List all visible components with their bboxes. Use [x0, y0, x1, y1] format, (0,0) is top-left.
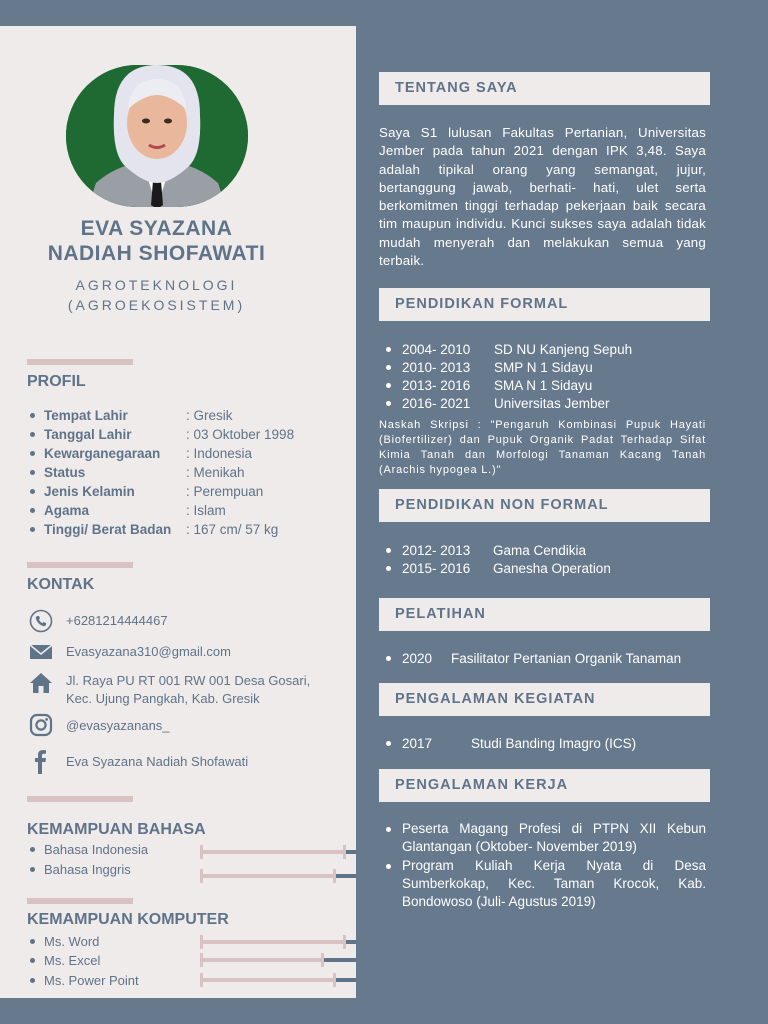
nonformal-header: PENDIDIKAN NON FORMAL [379, 489, 710, 522]
profile-item: Tempat Lahir : Gresik [30, 406, 294, 425]
thesis-text: Naskah Skripsi : "Pengaruh Kombinasi Pupuk Hayati (Biofertilizer) dan Pupuk Organik Padat Terhadap Sifat Kimia Tanah dan Morfologi Tanaman Kacang Tanah (Arachis hypogea L.)" [379, 419, 706, 476]
contact-title: KONTAK [27, 576, 95, 593]
contact-instagram[interactable] [28, 713, 170, 737]
formal-header: PENDIDIKAN FORMAL [379, 288, 710, 321]
facebook-text: Eva Syazana Nadiah Shofawati [66, 754, 249, 769]
language-item: Bahasa Indonesia [30, 842, 148, 857]
contact-facebook[interactable] [28, 749, 249, 773]
list-item: Program Kuliah Kerja Nyata di Desa Sumberkokap, Kec. Taman Krocok, Kab. Bondowoso (Juli- Agustus 2019) [386, 857, 708, 912]
computer-title: KEMAMPUAN KOMPUTER [27, 911, 229, 928]
profile-item: Kewarganegaraan : Indonesia [30, 444, 294, 463]
contact-address [28, 671, 311, 706]
phone-icon [28, 609, 54, 633]
list-item: 2020 Fasilitator Pertanian Organik Tanaman [386, 649, 681, 667]
list-item: 2015- 2016 Ganesha Operation [386, 559, 611, 577]
contact-accent-bar [27, 562, 133, 568]
activity-header: PENGALAMAN KEGIATAN [379, 683, 710, 716]
address-line1: Jl. Raya PU RT 001 RW 001 Desa Gosari, [66, 673, 311, 688]
work-header: PENGALAMAN KERJA [379, 769, 710, 802]
list-item: 2012- 2013 Gama Cendikia [386, 541, 611, 559]
profile-list [30, 406, 294, 539]
facebook-icon [28, 749, 54, 773]
profile-item: Tinggi/ Berat Badan : 167 cm/ 57 kg [30, 520, 294, 539]
computer-accent-bar [27, 898, 133, 904]
left-panel [0, 26, 356, 998]
formal-list [386, 340, 632, 412]
language-accent-bar [27, 796, 133, 802]
list-item: 2017 Studi Banding Imagro (ICS) [386, 734, 636, 752]
language-level-bar [200, 845, 356, 859]
profile-title: PROFIL [27, 373, 86, 390]
instagram-text: @evasyazanans_ [66, 718, 170, 733]
profile-item: Jenis Kelamin : Perempuan [30, 482, 294, 501]
computer-level-bar [200, 953, 356, 967]
email-text: Evasyazana310@gmail.com [66, 644, 231, 659]
contact-phone[interactable] [28, 609, 168, 633]
profile-item: Tanggal Lahir : 03 Oktober 1998 [30, 425, 294, 444]
computer-level-bar [200, 935, 356, 949]
list-item: 2013- 2016 SMA N 1 Sidayu [386, 376, 632, 394]
profile-photo [66, 65, 248, 207]
list-item: 2004- 2010 SD NU Kanjeng Sepuh [386, 340, 632, 358]
computer-item: Ms. Power Point [30, 973, 139, 988]
training-list [386, 649, 681, 667]
list-item: 2010- 2013 SMP N 1 Sidayu [386, 358, 632, 376]
language-level-bar [200, 869, 356, 883]
name-line2: NADIAH SHOFAWATI [47, 242, 266, 265]
language-title: KEMAMPUAN BAHASA [27, 821, 206, 838]
profile-accent-bar [27, 359, 133, 365]
profile-item: Status : Menikah [30, 463, 294, 482]
nonformal-list [386, 541, 611, 577]
major-line1: AGROTEKNOLOGI [75, 277, 238, 293]
name-line1: EVA SYAZANA [80, 217, 233, 240]
instagram-icon [28, 713, 54, 737]
work-list [386, 820, 708, 911]
computer-item: Ms. Excel [30, 953, 100, 968]
about-header: TENTANG SAYA [379, 72, 710, 105]
language-item: Bahasa Inggris [30, 862, 131, 877]
computer-item: Ms. Word [30, 934, 99, 949]
address-line2: Kec. Ujung Pangkah, Kab. Gresik [66, 691, 260, 706]
computer-level-bar [200, 973, 356, 987]
profile-item: Agama : Islam [30, 501, 294, 520]
home-icon [28, 671, 54, 695]
list-item: 2016- 2021 Universitas Jember [386, 394, 632, 412]
training-header: PELATIHAN [379, 598, 710, 631]
phone-text: +6281214444467 [66, 613, 168, 628]
list-item: Peserta Magang Profesi di PTPN XII Kebun Glantangan (Oktober- November 2019) [386, 820, 708, 857]
about-text: Saya S1 lulusan Fakultas Pertanian, Universitas Jember pada tahun 2021 dengan IPK 3,48. Saya adalah tipikal orang yang semangat, jujur, bertanggung jawab, berhati- hati, ulet serta berkomitmen tinggi terhadap pekerjaan baik secara tim maupun individu. Kunci sukses saya adalah tidak mudah menyerah dan melakukan semua yang terbaik. [379, 125, 706, 269]
contact-email[interactable] [28, 640, 231, 664]
major-line2: (AGROEKOSISTEM) [67, 297, 246, 313]
mail-icon [28, 640, 54, 664]
activity-list [386, 734, 636, 752]
